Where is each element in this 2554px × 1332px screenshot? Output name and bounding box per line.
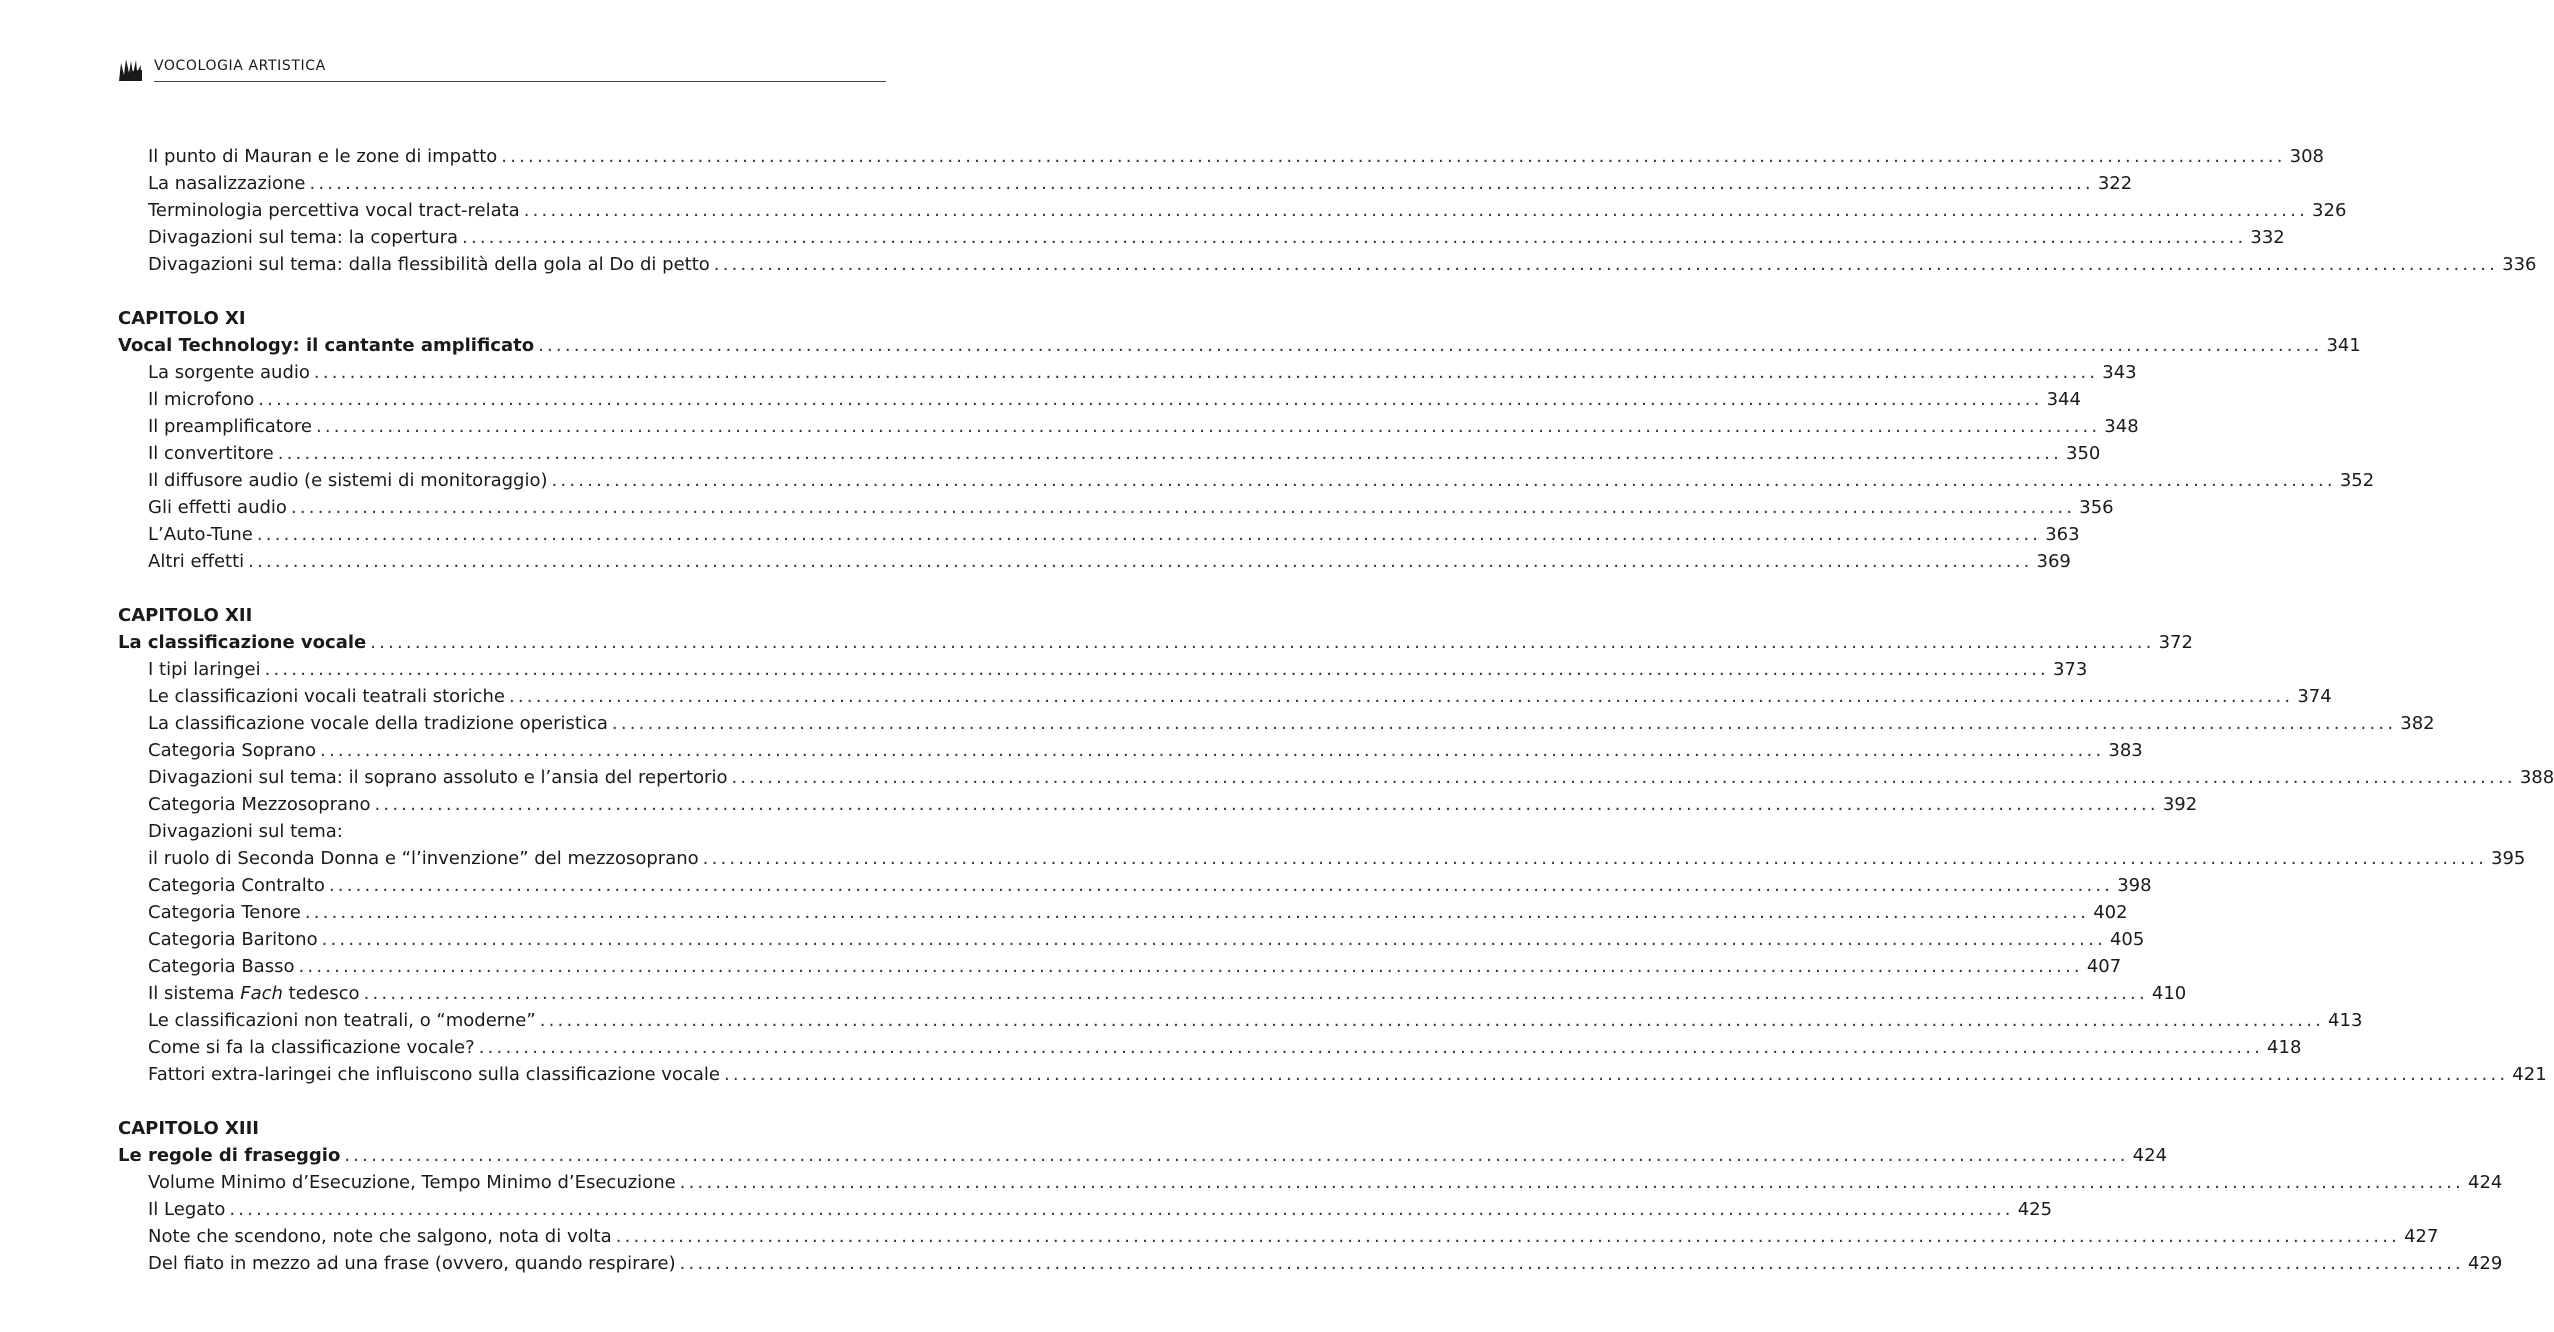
toc-entry: Categoria Baritono ........................................................................................................................................................................................................ 405 (118, 926, 886, 953)
toc-entry: il ruolo di Seconda Donna e “l’invenzione” del mezzosoprano ........................................................................................................................................................................................................ 395 (118, 845, 886, 872)
toc-entry: Terminologia percettiva vocal tract-relata ........................................................................................................................................................................................................ 326 (118, 197, 886, 224)
dot-leader: ........................................................................................................................................................................................................ (679, 1253, 2464, 1274)
dot-leader: ........................................................................................................................................................................................................ (374, 794, 2159, 815)
toc-entry: Il microfono ........................................................................................................................................................................................................ 344 (118, 386, 886, 413)
dot-leader: ........................................................................................................................................................................................................ (538, 335, 2323, 356)
chapter-title-entry: Le regole di fraseggio ........................................................................................................................................................................................................ 424 (118, 1142, 886, 1169)
dot-leader: ........................................................................................................................................................................................................ (328, 875, 2114, 896)
toc-entry: Categoria Basso ........................................................................................................................................................................................................ 407 (118, 953, 886, 980)
toc-entry: La sorgente audio ........................................................................................................................................................................................................ 343 (118, 359, 886, 386)
toc-entry: Il convertitore ........................................................................................................................................................................................................ 350 (118, 440, 886, 467)
dot-leader: ........................................................................................................................................................................................................ (264, 659, 2049, 680)
toc-entry: Categoria Tenore ........................................................................................................................................................................................................ 402 (118, 899, 886, 926)
toc-entry: Categoria Mezzosoprano ........................................................................................................................................................................................................ 392 (118, 791, 886, 818)
header-rule (154, 81, 886, 82)
toc-entry: Note che scendono, note che salgono, nota di volta ........................................................................................................................................................................................................ 427 (118, 1223, 886, 1250)
toc-entry-first-line: Divagazioni sul tema: (148, 821, 343, 842)
running-header-title: VOCOLOGIA ARTISTICA (154, 58, 326, 74)
toc-entry: Divagazioni sul tema: dalla flessibilità della gola al Do di petto ........................................................................................................................................................................................................ 336 (118, 251, 886, 278)
table-of-contents (118, 143, 2554, 1277)
toc-entry: Categoria Contralto ........................................................................................................................................................................................................ 398 (118, 872, 886, 899)
dot-leader: ........................................................................................................................................................................................................ (315, 416, 2101, 437)
toc-entry: Fattori extra-laringei che influiscono sulla classificazione vocale ........................................................................................................................................................................................................ 421 (118, 1061, 886, 1088)
dot-leader: ........................................................................................................................................................................................................ (611, 713, 2397, 734)
dot-leader: ........................................................................................................................................................................................................ (508, 686, 2294, 707)
grass-logo-icon (118, 57, 142, 81)
chapter-heading: CAPITOLO XI (118, 308, 246, 329)
dot-leader: ........................................................................................................................................................................................................ (539, 1010, 2325, 1031)
toc-entry: La classificazione vocale della tradizione operistica ........................................................................................................................................................................................................ 382 (118, 710, 886, 737)
dot-leader: ........................................................................................................................................................................................................ (478, 1037, 2264, 1058)
dot-leader: ........................................................................................................................................................................................................ (258, 389, 2043, 410)
toc-entry: Come si fa la classificazione vocale? ........................................................................................................................................................................................................ 418 (118, 1034, 886, 1061)
dot-leader: ........................................................................................................................................................................................................ (229, 1199, 2014, 1220)
toc-entry: L’Auto-Tune ........................................................................................................................................................................................................ 363 (118, 521, 886, 548)
dot-leader: ........................................................................................................................................................................................................ (363, 983, 2148, 1004)
toc-entry: I tipi laringei ........................................................................................................................................................................................................ 373 (118, 656, 886, 683)
toc-entry: Le classificazioni non teatrali, o “moderne” ........................................................................................................................................................................................................ 413 (118, 1007, 886, 1034)
toc-entry: Del fiato in mezzo ad una frase (ovvero, quando respirare) ........................................................................................................................................................................................................ 429 (118, 1250, 886, 1277)
dot-leader: ........................................................................................................................................................................................................ (713, 254, 2499, 275)
dot-leader: ........................................................................................................................................................................................................ (304, 902, 2090, 923)
toc-entry: Il diffusore audio (e sistemi di monitoraggio) ........................................................................................................................................................................................................ 352 (118, 467, 886, 494)
toc-entry: La nasalizzazione ........................................................................................................................................................................................................ 322 (118, 170, 886, 197)
dot-leader: ........................................................................................................................................................................................................ (313, 362, 2099, 383)
toc-entry: Il sistema Fach tedesco ........................................................................................................................................................................................................ 410 (118, 980, 886, 1007)
dot-leader: ........................................................................................................................................................................................................ (248, 551, 2033, 572)
dot-leader: ........................................................................................................................................................................................................ (370, 632, 2155, 653)
dot-leader: ........................................................................................................................................................................................................ (523, 200, 2309, 221)
dot-leader: ........................................................................................................................................................................................................ (551, 470, 2336, 491)
dot-leader: ........................................................................................................................................................................................................ (501, 146, 2286, 167)
toc-entry: Altri effetti ........................................................................................................................................................................................................ 369 (118, 548, 886, 575)
dot-leader: ........................................................................................................................................................................................................ (320, 740, 2105, 761)
dot-leader: ........................................................................................................................................................................................................ (462, 227, 2247, 248)
dot-leader: ........................................................................................................................................................................................................ (731, 767, 2516, 788)
toc-entry: Il punto di Mauran e le zone di impatto ........................................................................................................................................................................................................ 308 (118, 143, 886, 170)
dot-leader: ........................................................................................................................................................................................................ (344, 1145, 2129, 1166)
toc-entry: Divagazioni sul tema: la copertura ........................................................................................................................................................................................................ 332 (118, 224, 886, 251)
dot-leader: ........................................................................................................................................................................................................ (679, 1172, 2465, 1193)
dot-leader: ........................................................................................................................................................................................................ (309, 173, 2094, 194)
chapter-title-entry: Vocal Technology: il cantante amplificato ........................................................................................................................................................................................................ 341 (118, 332, 886, 359)
dot-leader: ........................................................................................................................................................................................................ (723, 1064, 2509, 1085)
dot-leader: ........................................................................................................................................................................................................ (615, 1226, 2401, 1247)
toc-entry: Categoria Soprano ........................................................................................................................................................................................................ 383 (118, 737, 886, 764)
chapter-title-entry: La classificazione vocale ........................................................................................................................................................................................................ 372 (118, 629, 886, 656)
toc-entry: Le classificazioni vocali teatrali storiche ........................................................................................................................................................................................................ 374 (118, 683, 886, 710)
toc-entry: Divagazioni sul tema: il soprano assoluto e l’ansia del repertorio ........................................................................................................................................................................................................ 388 (118, 764, 886, 791)
toc-entry: Il preamplificatore ........................................................................................................................................................................................................ 348 (118, 413, 886, 440)
dot-leader: ........................................................................................................................................................................................................ (277, 443, 2063, 464)
page-header (118, 54, 886, 84)
toc-entry: Il Legato ........................................................................................................................................................................................................ 425 (118, 1196, 886, 1223)
toc-entry: Gli effetti audio ........................................................................................................................................................................................................ 356 (118, 494, 886, 521)
dot-leader: ........................................................................................................................................................................................................ (298, 956, 2083, 977)
dot-leader: ........................................................................................................................................................................................................ (321, 929, 2106, 950)
dot-leader: ........................................................................................................................................................................................................ (290, 497, 2076, 518)
chapter-heading: CAPITOLO XII (118, 605, 253, 626)
dot-leader: ........................................................................................................................................................................................................ (702, 848, 2487, 869)
toc-entry: Volume Minimo d’Esecuzione, Tempo Minimo d’Esecuzione ........................................................................................................................................................................................................ 424 (118, 1169, 886, 1196)
chapter-heading: CAPITOLO XIII (118, 1118, 259, 1139)
dot-leader: ........................................................................................................................................................................................................ (256, 524, 2042, 545)
